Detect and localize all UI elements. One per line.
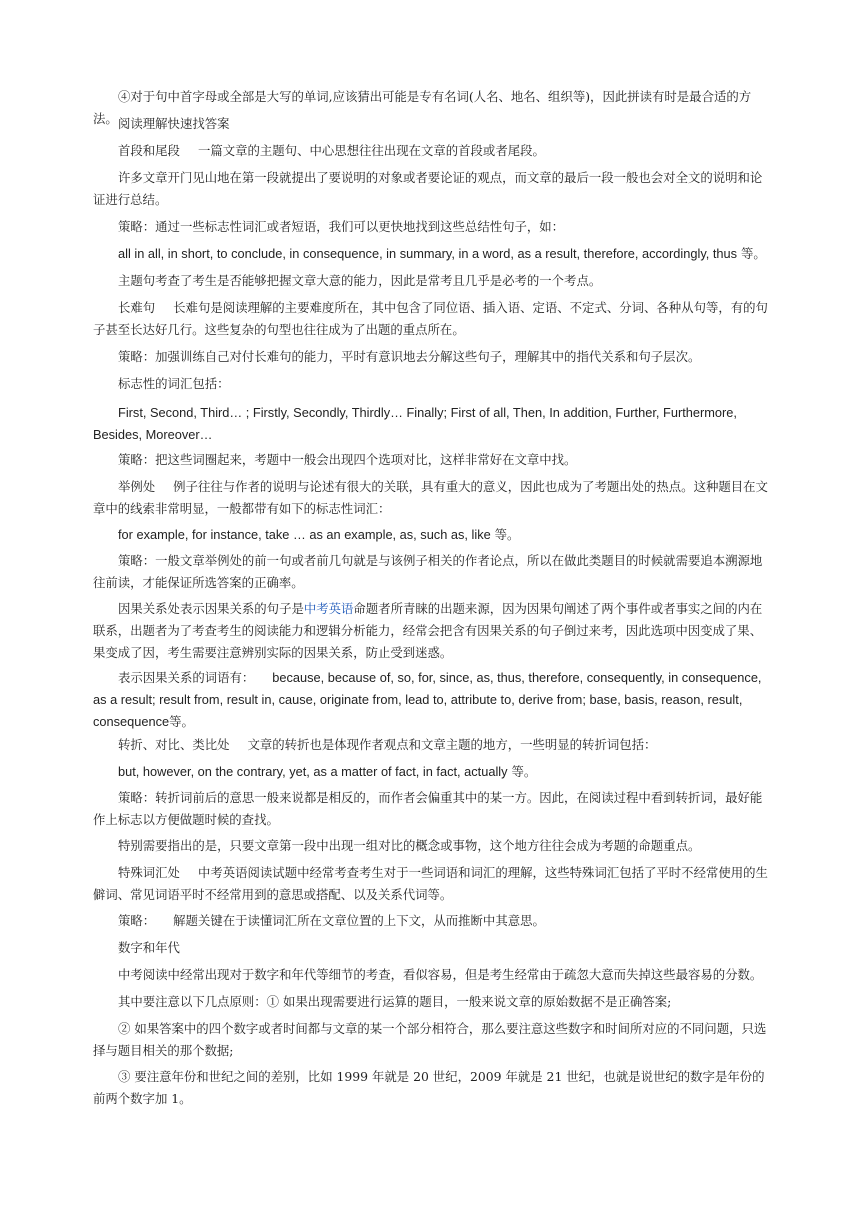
principle-two: ② 如果答案中的四个数字或者时间都与文章的某一个部分相符合，那么要注意这些数字和时间所对应的不同问题，只选择与题目相关的那个数据; (93, 1021, 767, 1058)
example-words-list: for example, for instance, take … as an example, as, such as, like 等。 (118, 527, 520, 542)
special-vocabulary-section: 特殊词汇处 中考英语阅读试题中经常考查考生对于一些词语和词汇的理解，这些特殊词汇包括了平时不经常使用的生僻词、常见词语平时不经常用到的意思或搭配、以及关系代词等。 (93, 865, 768, 902)
contrast-section: 转折、对比、类比处 文章的转折也是体现作者观点和文章主题的地方，一些明显的转折词包括： (118, 737, 657, 752)
section-heading-quick-answers: 阅读理解快速找答案 (118, 116, 230, 131)
numbers-years-heading: 数字和年代 (118, 940, 180, 955)
contrast-note: 特别需要指出的是，只要文章第一段中出现一组对比的概念或事物，这个地方往往会成为考题的命题重点。 (118, 838, 701, 853)
strategy-examples: 策略：一般文章举例处的前一句或者前几句就是与该例子相关的作者论点，所以在做此类题目的时候就需要追本溯源地往前读，才能保证所选答案的正确率。 (93, 553, 763, 590)
strategy-summary-words: 策略：通过一些标志性词汇或者短语，我们可以更快地找到这些总结性句子，如： (118, 219, 565, 234)
principle-three: ③ 要注意年份和世纪之间的差别，比如 1999 年就是 20 世纪，2009 年就是 21 世纪，也就是说世纪的数字是年份的前两个数字加 1。 (93, 1069, 765, 1106)
strategy-transition-words: 策略：转折词前后的意思一般来说都是相反的，而作者会偏重其中的某一方。因此，在阅读过程中看到转折词，最好能作上标志以方便做题时候的查找。 (93, 790, 763, 827)
topic-sentence-note: 主题句考查了考生是否能够把握文章大意的能力，因此是常考且几乎是必考的一个考点。 (118, 273, 602, 288)
transition-words-list: but, however, on the contrary, yet, as a matter of fact, in fact, actually 等。 (118, 764, 537, 779)
numbers-years-intro: 中考阅读中经常出现对于数字和年代等细节的考查，看似容易，但是考生经常由于疏忽大意而失掉这些最容易的分数。 (118, 967, 763, 982)
cause-effect-section: 因果关系处表示因果关系的句子是中考英语命题者所青睐的出题来源，因为因果句阐述了两个事件或者事实之间的内在联系，出题者为了考查考生的阅读能力和逻辑分析能力，经常会把含有因果关系的句子倒过来考，因此选项中因变成了果、果变成了因，考生需要注意辨别实际的因果关系，防止受到迷惑。 (93, 601, 763, 660)
cause-effect-words: 表示因果关系的词语有： because, because of, so, for, since, as, thus, therefore, consequently, in consequence, as a result; result from, result in, cause, originate from, lead to, attribute to, derive from; base, basis, reason, result, consequence等。 (93, 670, 762, 729)
principle-one: 其中要注意以下几点原则：① 如果出现需要进行运算的题目，一般来说文章的原始数据不是正确答案; (118, 994, 672, 1009)
marker-words-list: First, Second, Third… ; Firstly, Secondly, Thirdly… Finally; First of all, Then, In addition, Further, Furthermore, Besides, Moreover… (93, 405, 737, 442)
first-last-paragraph: 首段和尾段 一篇文章的主题句、中心思想往往出现在文章的首段或者尾段。 (118, 143, 545, 158)
strategy-vocabulary: 策略： 解题关键在于读懂词汇所在文章位置的上下文，从而推断中其意思。 (118, 913, 545, 928)
long-difficult-sentences: 长难句 长难句是阅读理解的主要难度所在，其中包含了同位语、插入语、定语、不定式、分词、各种从句等，有的句子甚至长达好几行。这些复杂的句型也往往成为了出题的重点所在。 (93, 300, 768, 337)
marker-words-heading: 标志性的词汇包括： (118, 376, 230, 391)
opening-paragraph-explanation: 许多文章开门见山地在第一段就提出了要说明的对象或者要论证的观点，而文章的最后一段一般也会对全文的说明和论证进行总结。 (93, 170, 763, 207)
examples-section: 举例处 例子往往与作者的说明与论述有很大的关联，具有重大的意义，因此也成为了考题出处的热点。这种题目在文章中的线索非常明显，一般都带有如下的标志性词汇： (93, 479, 768, 516)
proper-noun-tip: ④对于句中首字母或全部是大写的单词,应该猜出可能是专有名词(人名、地名、组织等)，因此拼读有时是最合适的方法。 (93, 89, 752, 126)
zhongkao-english-link[interactable]: 中考英语 (303, 601, 354, 616)
summary-words-list: all in all, in short, to conclude, in consequence, in summary, in a word, as a result, therefore, accordingly, thus 等。 (118, 246, 766, 261)
strategy-long-sentences: 策略：加强训练自己对付长难句的能力，平时有意识地去分解这些句子，理解其中的指代关系和句子层次。 (118, 349, 701, 364)
strategy-circle-words: 策略：把这些词圈起来，考题中一般会出现四个选项对比，这样非常好在文章中找。 (118, 452, 577, 467)
